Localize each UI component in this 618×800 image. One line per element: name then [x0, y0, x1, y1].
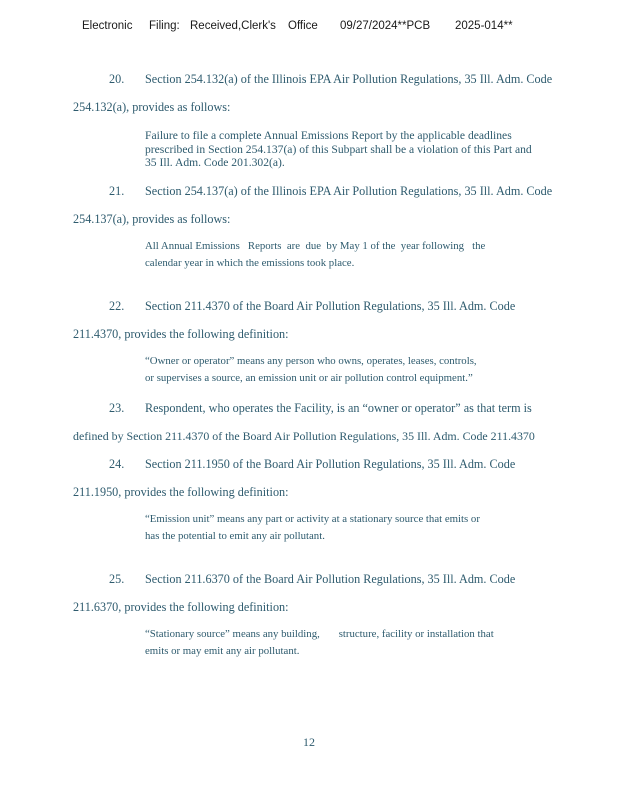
header-received: Received,Clerk's	[190, 20, 276, 32]
paragraph-25-continuation: 211.6370, provides the following definition:	[73, 600, 289, 614]
paragraph-text: Section 211.6370 of the Board Air Pollution Regulations, 35 Ill. Adm. Code	[145, 572, 516, 586]
quote-line: All Annual Emissions Reports are due by May 1 of the year following the	[145, 240, 486, 252]
paragraph-number: 24.	[109, 457, 125, 471]
paragraph-23-first-line	[109, 401, 532, 416]
quote-line: calendar year in which the emissions took place.	[145, 257, 355, 269]
header-office: Office	[288, 20, 318, 32]
paragraph-22-first-line	[109, 299, 515, 314]
paragraph-20-first-line	[109, 72, 552, 87]
paragraph-number: 20.	[109, 72, 125, 86]
paragraph-text: Section 254.137(a) of the Illinois EPA Air Pollution Regulations, 35 Ill. Adm. Code	[145, 184, 553, 198]
paragraph-20-continuation: 254.132(a), provides as follows:	[73, 100, 231, 114]
paragraph-24-first-line	[109, 457, 515, 472]
block-quote-24	[145, 511, 565, 545]
quote-line: has the potential to emit any air pollutant.	[145, 530, 325, 542]
paragraph-number: 21.	[109, 184, 125, 198]
block-quote-21	[145, 238, 565, 272]
quote-line: “Stationary source” means any building, structure, facility or installation that	[145, 628, 494, 640]
quote-line: “Owner or operator” means any person who owns, operates, leases, controls,	[145, 355, 477, 367]
header-date: 09/27/2024**PCB	[340, 20, 431, 32]
paragraph-number: 22.	[109, 299, 125, 313]
quote-line: Failure to file a complete Annual Emissions Report by the applicable deadlines	[145, 129, 512, 142]
paragraph-text: Section 211.1950 of the Board Air Pollution Regulations, 35 Ill. Adm. Code	[145, 457, 516, 471]
header-filing: Filing:	[149, 20, 180, 32]
header-case: 2025-014**	[455, 20, 513, 32]
header-electronic: Electronic	[82, 20, 133, 32]
page-number: 12	[303, 735, 315, 749]
paragraph-23-continuation: defined by Section 211.4370 of the Board Air Pollution Regulations, 35 Ill. Adm. Code 211.4370	[73, 429, 535, 443]
quote-line: emits or may emit any air pollutant.	[145, 645, 300, 657]
paragraph-text: Respondent, who operates the Facility, is an “owner or operator” as that term is	[145, 401, 532, 415]
paragraph-text: Section 211.4370 of the Board Air Pollution Regulations, 35 Ill. Adm. Code	[145, 299, 516, 313]
quote-line: 35 Ill. Adm. Code 201.302(a).	[145, 156, 285, 169]
quote-line: “Emission unit” means any part or activity at a stationary source that emits or	[145, 513, 480, 525]
block-quote-22	[145, 353, 565, 387]
paragraph-21-first-line	[109, 184, 552, 199]
paragraph-24-continuation: 211.1950, provides the following definition:	[73, 485, 289, 499]
block-quote-25	[145, 626, 565, 660]
paragraph-number: 23.	[109, 401, 125, 415]
paragraph-25-first-line	[109, 572, 515, 587]
paragraph-text: Section 254.132(a) of the Illinois EPA Air Pollution Regulations, 35 Ill. Adm. Code	[145, 72, 553, 86]
paragraph-number: 25.	[109, 572, 125, 586]
quote-line: prescribed in Section 254.137(a) of this Subpart shall be a violation of this Part and	[145, 142, 532, 156]
quote-line: or supervises a source, an emission unit or air pollution control equipment.”	[145, 372, 473, 384]
paragraph-22-continuation: 211.4370, provides the following definition:	[73, 327, 289, 341]
paragraph-21-continuation: 254.137(a), provides as follows:	[73, 212, 231, 226]
block-quote-20	[145, 129, 600, 170]
